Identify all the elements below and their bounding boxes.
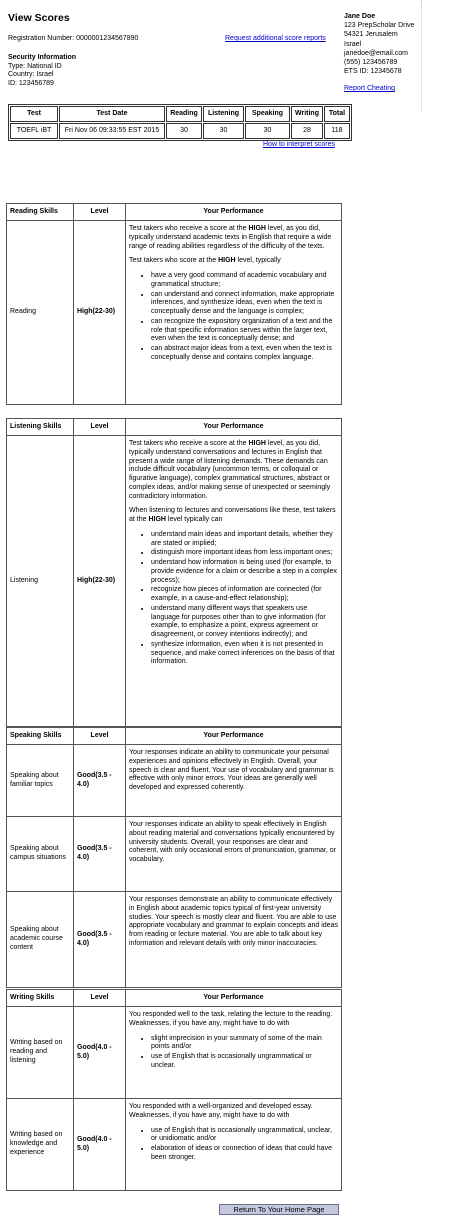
profile-sidebar xyxy=(344,12,422,94)
listening-header xyxy=(7,419,342,436)
speaking-level-header: Level xyxy=(74,728,126,745)
writing-independent-bullets xyxy=(129,1127,338,1163)
list-item: • understand many different ways that speakers use language for purposes other than to give information (for example, to emphasize a point, express agreement or disagreement, or convey intentions indirectly); and xyxy=(151,605,338,640)
col-writing: Writing xyxy=(291,106,323,122)
profile-address-2: 54321 Jerusalem xyxy=(344,31,398,39)
registration-value: 0000001234567890 xyxy=(76,35,139,43)
speaking-skills-table xyxy=(6,727,342,988)
writing-header xyxy=(7,990,342,1007)
report-cheating-link[interactable]: Report Cheating xyxy=(344,85,395,93)
col-total: Total xyxy=(324,106,350,122)
registration-row xyxy=(8,35,342,45)
speaking-skill-campus: Speaking about campus situations xyxy=(7,817,74,892)
col-test-date: Test Date xyxy=(59,106,165,122)
list-item: • synthesize information, even when it is not presented in sequence, and make correct inferences on the basis of that information. xyxy=(151,641,338,667)
security-country: Country: Israel xyxy=(8,71,54,79)
speaking-header xyxy=(7,728,342,745)
table-row xyxy=(7,817,342,892)
writing-skill-independent: Writing based on knowledge and experience xyxy=(7,1099,74,1191)
reading-level: High(22-30) xyxy=(74,221,126,405)
list-item: • can recognize the expository organization of a text and the role that specific information serves within the larger text, even when the text is conceptually dense; and xyxy=(151,318,338,344)
speaking-skill-academic: Speaking about academic course content xyxy=(7,892,74,988)
page-title: View Scores xyxy=(8,12,70,24)
registration-label: Registration Number: xyxy=(8,35,75,43)
list-item: • can abstract major ideas from a text, even when the text is conceptually dense and contains complex language. xyxy=(151,345,338,363)
writing-level-independent: Good(4.0 - 5.0) xyxy=(74,1099,126,1191)
reading-header xyxy=(7,204,342,221)
request-score-reports-link[interactable]: Request additional score reports xyxy=(225,35,326,43)
table-row xyxy=(7,221,342,405)
speaking-level-campus: Good(3.5 - 4.0) xyxy=(74,817,126,892)
col-listening: Listening xyxy=(203,106,244,122)
speaking-performance-familiar: Your responses indicate an ability to communicate your personal experiences and opinions effectively in English. Overall, your speech is clear and fluent. Your use of vocabulary and grammar is effective with only minor errors. Your ideas are generally well developed and expressed coherently. xyxy=(126,745,342,817)
score-table xyxy=(8,104,352,141)
cell-reading: 30 xyxy=(166,123,202,139)
reading-skills-header: Reading Skills xyxy=(7,204,74,221)
table-row xyxy=(7,436,342,727)
listening-performance xyxy=(126,436,342,727)
cell-total: 118 xyxy=(324,123,350,139)
profile-name: Jane Doe xyxy=(344,13,376,20)
return-home-button[interactable]: Return To Your Home Page xyxy=(219,1204,339,1215)
cell-writing: 28 xyxy=(291,123,323,139)
writing-performance-header: Your Performance xyxy=(126,990,342,1007)
speaking-skill-familiar: Speaking about familiar topics xyxy=(7,745,74,817)
speaking-performance-academic: Your responses demonstrate an ability to communicate effectively in English about academic topics typical of first-year university studies. Your speech is mostly clear and fluent. You are able to use appropriate vocabulary and grammar to explain concepts and ideas from reading or lecture material. You are able to talk about key information and relevant details with only minor inaccuracies. xyxy=(126,892,342,988)
list-item: • elaboration of ideas or connection of ideas that could have been stronger. xyxy=(151,1145,338,1163)
listening-intro: Test takers who receive a score at the HIGH level, as you did, typically understand conversations and lectures in English that present a wide range of listening demands. These demands can include difficult vocabulary (uncommon terms, or colloquial or figurative language), complex grammatical structures, abstract or complex ideas, and/or making sense of unexpected or seemingly contradictory information. xyxy=(129,440,331,500)
listening-skills-table xyxy=(6,418,342,727)
security-type: Type: National ID xyxy=(8,62,62,70)
list-item: • can understand and connect information, make appropriate inferences, and synthesize ideas, even when the text is conceptually dense and the language is complex; xyxy=(151,291,338,317)
reading-level-header: Level xyxy=(74,204,126,221)
writing-skills-table xyxy=(6,989,342,1191)
listening-performance-header: Your Performance xyxy=(126,419,342,436)
cell-speaking: 30 xyxy=(245,123,290,139)
list-item: • use of English that is occasionally ungrammatical or unclear. xyxy=(151,1053,338,1071)
profile-ets-id: ETS ID: 12345678 xyxy=(344,68,402,76)
reading-skill: Reading xyxy=(7,221,74,405)
listening-skills-header: Listening Skills xyxy=(7,419,74,436)
writing-skills-header: Writing Skills xyxy=(7,990,74,1007)
security-id: ID: 123456789 xyxy=(8,79,54,87)
reading-performance xyxy=(126,221,342,405)
table-row xyxy=(7,1099,342,1191)
list-item: • use of English that is occasionally ungrammatical, unclear, or unidiomatic and/or xyxy=(151,1127,338,1145)
listening-level: High(22-30) xyxy=(74,436,126,727)
reading-skills-table xyxy=(6,203,342,405)
col-reading: Reading xyxy=(166,106,202,122)
table-row xyxy=(10,123,350,139)
reading-performance-header: Your Performance xyxy=(126,204,342,221)
list-item: • understand main ideas and important details, whether they are stated or implied; xyxy=(151,531,338,549)
security-info-title: Security Information xyxy=(8,54,77,62)
profile-email: janedoe@email.com xyxy=(344,49,408,57)
writing-level-integrated: Good(4.0 - 5.0) xyxy=(74,1007,126,1099)
speaking-performance-campus: Your responses indicate an ability to speak effectively in English about reading material and conversations typically encountered by university students. Overall, your responses are clear and coherent, with only occasional errors of pronunciation, grammar, or vocabulary. xyxy=(126,817,342,892)
profile-country: Israel xyxy=(344,40,362,48)
list-item: • understand how information is being used (for example, to provide evidence for a claim or describe a step in a complex process); xyxy=(151,559,338,585)
table-row xyxy=(7,1007,342,1099)
list-item: • slight imprecision in your summary of some of the main points and/or xyxy=(151,1035,338,1053)
speaking-skills-header: Speaking Skills xyxy=(7,728,74,745)
writing-integrated-bullets xyxy=(129,1035,338,1071)
speaking-level-familiar: Good(3.5 - 4.0) xyxy=(74,745,126,817)
main-content xyxy=(8,0,342,88)
list-item: • distinguish more important ideas from less important ones; xyxy=(151,549,338,558)
registration-number xyxy=(8,35,138,44)
writing-integrated-text: You responded well to the task, relating the lecture to the reading. Weaknesses, if you have any, might have to do with xyxy=(129,1011,333,1027)
profile-address-1: 123 PrepScholar Drive xyxy=(344,22,415,30)
listening-bullets xyxy=(129,531,338,667)
listening-level-header: Level xyxy=(74,419,126,436)
profile-phone: (555) 123456789 xyxy=(344,59,398,67)
list-item: • have a very good command of academic vocabulary and grammatical structure; xyxy=(151,272,338,290)
reading-bullets xyxy=(129,272,338,363)
listening-lead: When listening to lectures and conversations like these, test takers at the HIGH level typically can xyxy=(129,507,336,523)
speaking-performance-header: Your Performance xyxy=(126,728,342,745)
writing-skill-integrated: Writing based on reading and listening xyxy=(7,1007,74,1099)
listening-skill: Listening xyxy=(7,436,74,727)
speaking-level-academic: Good(3.5 - 4.0) xyxy=(74,892,126,988)
writing-performance-integrated xyxy=(126,1007,342,1099)
cell-test-date: Fri Nov 06 09:33:55 EST 2015 xyxy=(59,123,165,139)
writing-performance-independent xyxy=(126,1099,342,1191)
cell-listening: 30 xyxy=(203,123,244,139)
col-speaking: Speaking xyxy=(245,106,290,122)
reading-intro: Test takers who receive a score at the HIGH level, as you did, typically understand academic texts in English that require a wide range of reading abilities regardless of the difficulty of the texts. xyxy=(129,225,332,250)
writing-independent-text: You responded with a well-organized and developed essay. Weaknesses, if you have any, might have to do with xyxy=(129,1103,313,1119)
table-row xyxy=(7,892,342,988)
cell-test: TOEFL iBT xyxy=(10,123,58,139)
table-row xyxy=(7,745,342,817)
col-test: Test xyxy=(10,106,58,122)
writing-level-header: Level xyxy=(74,990,126,1007)
reading-lead: Test takers who score at the HIGH level, typically xyxy=(129,257,281,265)
score-table-header xyxy=(10,106,350,122)
list-item: • recognize how pieces of information are connected (for example, in a cause-and-effect relationship); xyxy=(151,586,338,604)
interpret-scores-link[interactable]: How to interpret scores xyxy=(263,141,335,148)
